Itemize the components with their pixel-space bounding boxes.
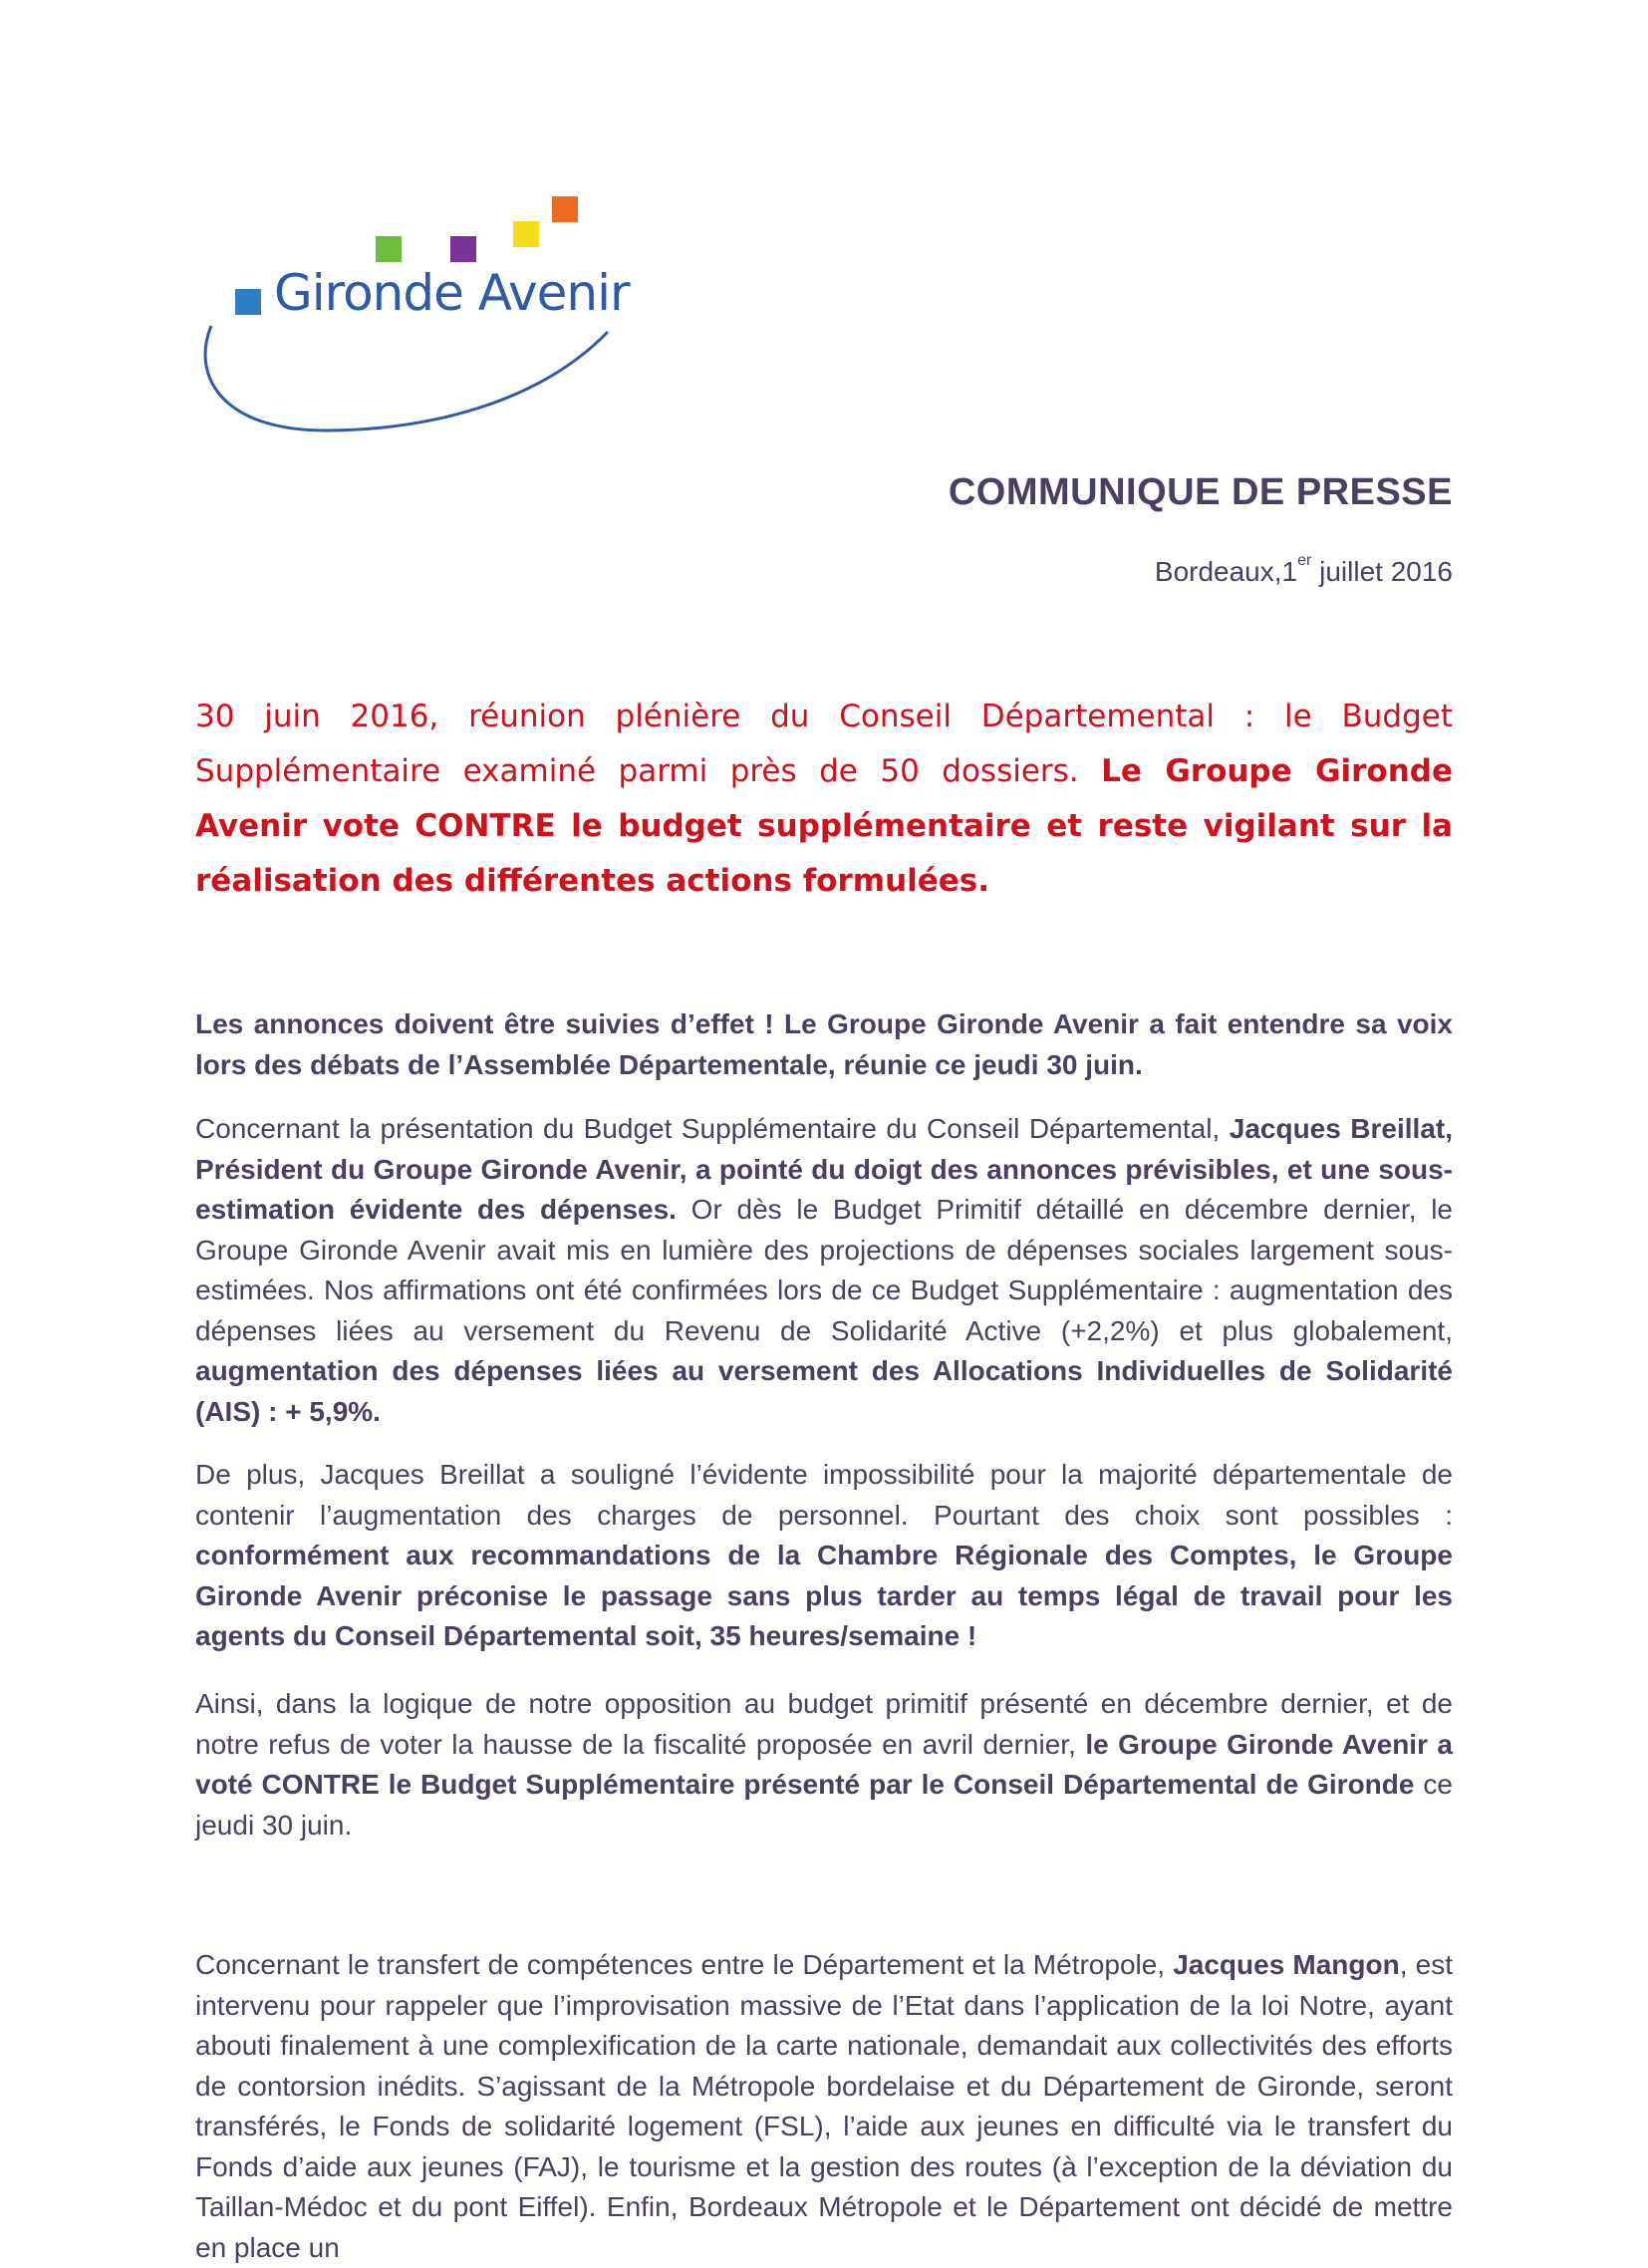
p4-bold-1: le Groupe Gironde Avenir a voté CONTRE le Budget Supplémentaire présenté par le Conseil Départemental de Gironde xyxy=(195,1728,1453,1800)
logo-swoosh xyxy=(205,326,608,430)
dateline xyxy=(1154,552,1453,588)
logo-orange-square xyxy=(552,196,578,222)
dateline-prefix: Bordeaux,1 xyxy=(1154,556,1298,587)
page-title: COMMUNIQUE DE PRESSE xyxy=(948,471,1453,513)
logo-green-square xyxy=(376,236,402,262)
p5-text-1: Concernant le transfert de compétences entre le Département et la Métropole, xyxy=(195,1949,1174,1980)
logo-blue-square xyxy=(235,289,261,315)
p2-text-1: Concernant la présentation du Budget Supplémentaire du Conseil Départemental, xyxy=(195,1113,1230,1144)
dateline-suffix: juillet 2016 xyxy=(1311,556,1453,587)
paragraph-4 xyxy=(195,1684,1453,1845)
lead-paragraph xyxy=(195,690,1453,909)
p3-text-1: De plus, Jacques Breillat a souligné l’évidente impossibilité pour la majorité départementale de contenir l’augmentation des charges de personnel. Pourtant des choix sont possibles : xyxy=(195,1459,1453,1531)
gironde-avenir-logo xyxy=(189,184,648,443)
logo-purple-square xyxy=(450,236,476,262)
logo-wordmark: Gironde Avenir xyxy=(274,264,630,322)
p1-bold: Les annonces doivent être suivies d’effet ! Le Groupe Gironde Avenir a fait entendre sa voix lors des débats de l’Assemblée Départementale, réunie ce jeudi 30 juin. xyxy=(195,1008,1453,1080)
paragraph-3 xyxy=(195,1455,1453,1657)
p4-text-1: Ainsi, dans la logique de notre opposition au budget primitif présenté en décembre dernier, et de notre refus de voter la hausse de la fiscalité proposée en avril dernier, xyxy=(195,1688,1453,1760)
p3-bold-1: conformément aux recommandations de la Chambre Régionale des Comptes, le Groupe Gironde Avenir préconise le passage sans plus tarder au temps légal de travail pour les agents du Conseil Départemental soit, 35 heures/semaine ! xyxy=(195,1540,1453,1651)
p2-text-2: Or dès le Budget Primitif détaillé en décembre dernier, le Groupe Gironde Avenir avait mis en lumière des projections de dépenses sociales largement sous-estimées. Nos affirmations ont été confirmées lors de ce Budget Supplémentaire : augmentation des dépenses liées au versement du Revenu de Solidarité Active (+2,2%) et plus globalement, xyxy=(195,1194,1453,1346)
dateline-superscript: er xyxy=(1297,552,1312,569)
logo-yellow-square xyxy=(513,221,539,247)
paragraph-5 xyxy=(195,1945,1453,2268)
p5-bold-1: Jacques Mangon xyxy=(1173,1949,1400,1980)
paragraph-2 xyxy=(195,1109,1453,1432)
lead-text: 30 juin 2016, réunion plénière du Conseil Départemental : le Budget Supplémentaire examiné parmi près de 50 dossiers. xyxy=(195,699,1453,789)
p5-text-2: , est intervenu pour rappeler que l’improvisation massive de l’Etat dans l’application de la loi Notre, ayant abouti finalement à une complexification de la carte nationale, demandait aux collectivités des efforts de contorsion inédits. S’agissant de la Métropole bordelaise et du Département de Gironde, seront transférés, le Fonds de solidarité logement (FSL), l’aide aux jeunes en difficulté via le transfert du Fonds d’aide aux jeunes (FAJ), le tourisme et la gestion des routes (à l’exception de la déviation du Taillan-Médoc et du pont Eiffel). Enfin, Bordeaux Métropole et le Département ont décidé de mettre en place un xyxy=(195,1949,1453,2263)
p2-bold-2: augmentation des dépenses liées au versement des Allocations Individuelles de Solidarité (AIS) : + 5,9%. xyxy=(195,1355,1453,1427)
p4-text-2: ce jeudi 30 juin. xyxy=(195,1769,1453,1841)
p2-bold-1: Jacques Breillat, Président du Groupe Gironde Avenir, a pointé du doigt des annonces prévisibles, et une sous-estimation évidente des dépenses. xyxy=(195,1113,1453,1225)
paragraph-1 xyxy=(195,1004,1453,1085)
lead-bold-text: Le Groupe Gironde Avenir vote CONTRE le budget supplémentaire et reste vigilant sur la réalisation des différentes actions formulées. xyxy=(195,753,1453,899)
